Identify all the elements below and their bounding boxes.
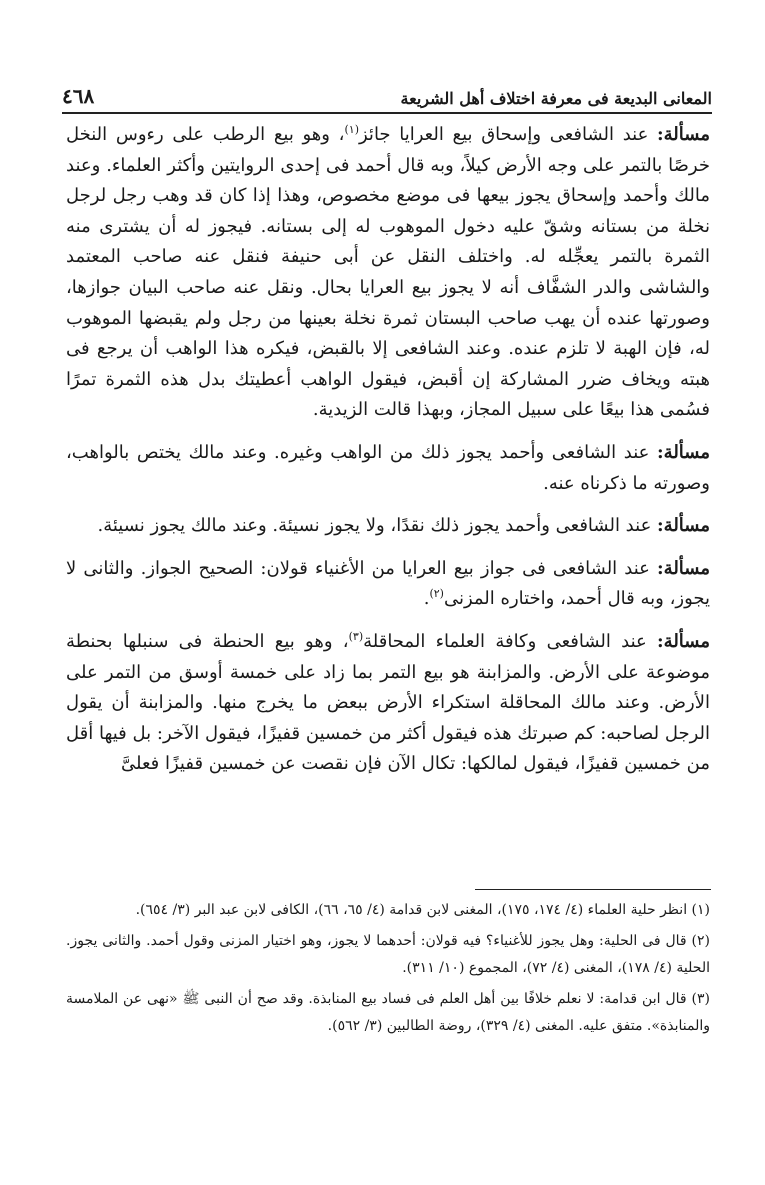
masala-label: مسألة: [657,557,710,579]
masala-text-continued: ، وهو بيع الحنطة فى سنبلها بحنطة موضوعة على الأرض. والمزابنة هو بيع التمر بما زاد على خمسة أوسق من التمر على الأرض. وعند مالك المحاقلة استكراء الأرض ببعض ما يخرج منها. والمزابنة أن يقول الرجل لصاحبه: كم صبرتك هذه فيقول أكثر من خمسين قفيزًا، فيقول الآخر: بل فيها أقل من خمسين قفيزًا، فيقول لمالكها: تكال الآن فإن نقصت عن خمسين قفيزًا فعلىَّ [66,630,710,775]
masala-text-continued: ، وهو بيع الرطب على رءوس النخل خرصًا بالتمر على وجه الأرض كيلاً، وبه قال أحمد فى إحدى الروايتين وأكثر العلماء. وعند مالك وأحمد وإسحاق يجوز بيعها فى موضع مخصوص، وهذا إذا كان قد وهب رجل لرجل نخلة من بستانه وشقّ عليه دخول الموهوب له إلى بستانه. فيجوز له أن يشترى منه الثمرة بالتمر يعجِّله له. واختلف النقل عن أبى حنيفة فنقل عنه صاحب المعتمد والشاشى والدر الشفَّاف أنه لا يجوز بيع العرايا بحال. ونقل عنه صاحب البيان جوازها، وصورتها عنده أن يهب صاحب البستان ثمرة نخلة بعينها من رجل ولم يقبضها الموهوب له، فإن الهبة لا تلزم عنده. وعند الشافعى إلا بالقبض، فيكره هذا الواهب أن يرجع فى هبته ويخاف ضرر المشاركة إن أقبض، فيقول الواهب أعطيتك بدل هذه الثمرة تمرًا فسُمى هذا بيعًا على سبيل المجاز، وبهذا قالت الزيدية. [66,124,710,421]
masala-text: عند الشافعى وأحمد يجوز ذلك من الواهب وغيره. وعند مالك يختص بالواهب، وصورته ما ذكرناه عنه. [66,441,710,494]
masala-text: عند الشافعى وكافة العلماء المحاقلة [363,630,658,652]
footnote-ref-1: (١) [344,123,359,136]
masala-paragraph-2 [66,438,710,499]
footnote-divider [475,889,711,890]
masala-paragraph-1 [66,120,710,426]
header-divider [62,112,712,114]
masala-text-continued: . [423,588,430,610]
footnote-ref-3: (٣) [348,629,364,643]
footnote-1: (١) انظر حلية العلماء (٤/ ١٧٤، ١٧٥)، المغنى لابن قدامة (٤/ ٦٥، ٦٦)، الكافى لابن عبد البر (٣/ ٦٥٤). [135,902,710,918]
masala-label: مسألة: [657,515,710,537]
masala-text: عند الشافعى فى جواز بيع العرايا من الأغنياء قولان: الصحيح الجواز. والثانى لا يجوز، وبه قال أحمد، واختاره المزنى [66,557,710,610]
running-title: المعانى البديعة فى معرفة اختلاف أهل الشريعة [400,89,712,108]
footnote-3: (٣) قال ابن قدامة: لا نعلم خلافًا بين أهل العلم فى فساد بيع المنابذة. وقد صح أن النبى ﷺ «نهى عن الملامسة والمنابذة». متفق عليه. المغنى (٤/ ٣٢٩)، روضة الطالبين (٣/ ٥٦٢). [66,991,710,1034]
masala-text: عند الشافعى وأحمد يجوز ذلك نقدًا، ولا يجوز نسيئة. وعند مالك يجوز نسيئة. [97,515,658,537]
masala-label: مسألة: [657,630,710,652]
footnotes [66,897,710,1044]
footnote-2: (٢) قال فى الحلية: وهل يجوز للأغنياء؟ فيه قولان: أحدهما لا يجوز، وهو اختيار المزنى وقول أحمد. والثانى يجوز. الحلية (٤/ ١٧٨)، المغنى (٤/ ٧٢)، المجموع (١٠/ ٣١١). [66,933,710,976]
masala-label: مسألة: [657,124,710,145]
masala-paragraph-3 [66,511,710,542]
masala-text: عند الشافعى وإسحاق بيع العرايا جائز [359,124,658,145]
page-header [62,78,712,108]
page-number: ٤٦٨ [62,84,95,108]
masala-paragraph-4 [66,554,710,615]
footnote-ref-2: (٢) [429,587,444,601]
main-text [66,120,710,792]
masala-label: مسألة: [657,441,710,463]
masala-paragraph-5 [66,627,710,780]
